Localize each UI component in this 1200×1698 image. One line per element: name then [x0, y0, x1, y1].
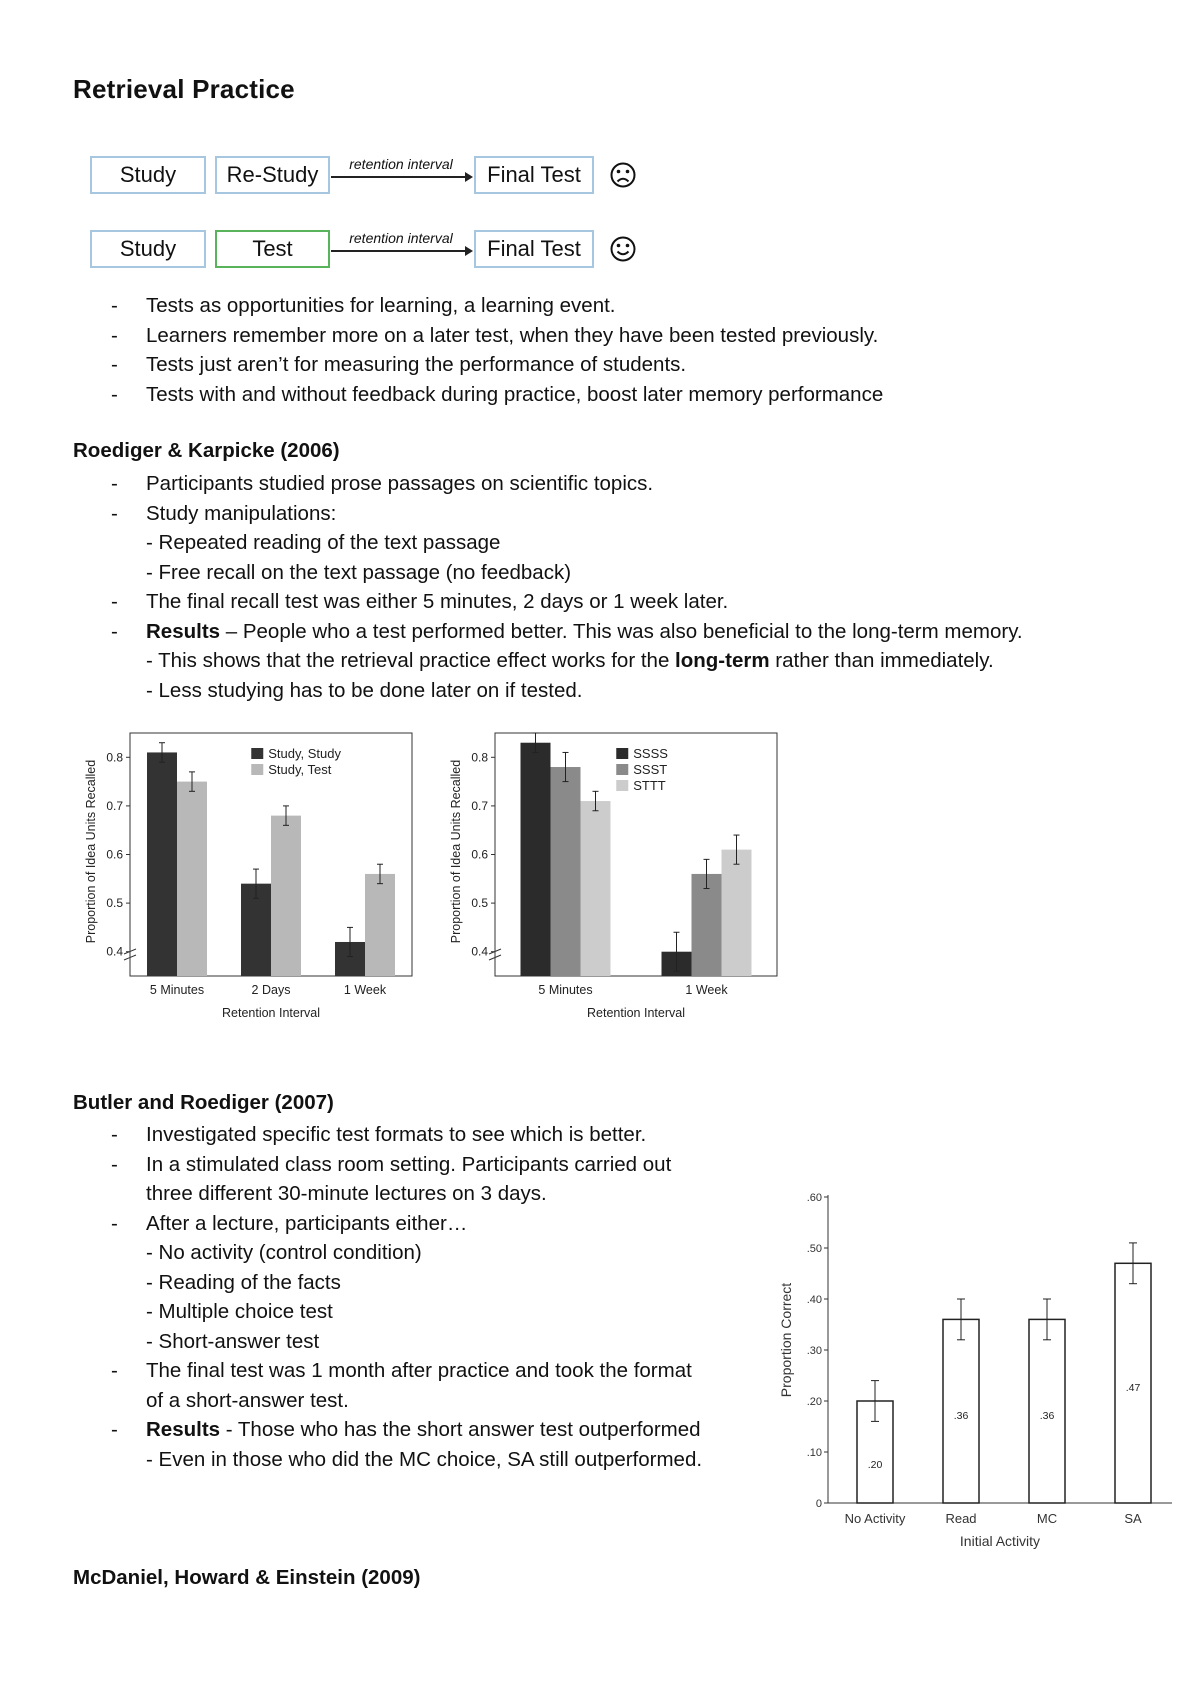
y-tick-label: 0.6: [471, 847, 488, 862]
study-box: Study: [90, 156, 206, 194]
section-heading-roediger: Roediger & Karpicke (2006): [73, 439, 340, 462]
bullet-text: Investigated specific test formats to see which is better.: [146, 1123, 647, 1146]
x-axis-label: Initial Activity: [959, 1533, 1041, 1549]
bar: [551, 767, 581, 976]
legend-swatch: [251, 764, 263, 775]
y-tick-label: 0.6: [106, 847, 123, 862]
bullet-text: Tests with and without feedback during practice, boost later memory performance: [146, 382, 884, 406]
list-item: - Investigated specific test formats to see which is better.: [111, 1123, 647, 1146]
bar: [365, 874, 395, 976]
legend-swatch: [251, 748, 263, 759]
bullet-text: Participants studied prose passages on scientific topics.: [146, 472, 654, 495]
sub-bullet: - Short-answer test: [146, 1329, 320, 1353]
sub-bullet: [146, 646, 1176, 676]
x-tick-label: 5 Minutes: [149, 983, 205, 997]
arrow-head-icon: [465, 172, 473, 182]
bullet-text: The final test was 1 month after practice and took the format: [146, 1359, 692, 1382]
list-item: - Results - Those who has the short answer test outperformed - Even in those who did the MC choice, SA still outperformed.: [146, 1415, 766, 1474]
sub-bullet: - Repeated reading of the text passage: [146, 531, 501, 554]
retention-interval-label: retention interval: [349, 156, 453, 172]
x-tick-label: 2 Days: [251, 983, 291, 997]
sub-bullet-text: - This shows that the retrieval practice effect works for the: [146, 649, 676, 672]
legend-label: Study, Study: [268, 746, 342, 761]
arrow-line: [331, 176, 465, 178]
legend-swatch: [616, 748, 628, 759]
final-test-box: Final Test: [474, 156, 594, 194]
data-label: .47: [1125, 1382, 1141, 1395]
results-label: Results: [146, 619, 221, 643]
x-tick-label: No Activity: [844, 1511, 906, 1526]
list-item: - After a lecture, participants either… - No activity (control condition) - Reading of the facts - Multiple choice test - Short-answer test: [146, 1209, 766, 1357]
list-item: - In a stimulated class room setting. Participants carried out three different 30-minute lectures on 3 days.: [146, 1150, 766, 1209]
list-item: - Participants studied prose passages on scientific topics.: [111, 472, 654, 495]
sub-bullet: - Even in those who did the MC choice, SA still outperformed.: [146, 1447, 703, 1471]
y-tick-label: 0.5: [106, 896, 123, 911]
bullet-text: – People who a test performed better. This was also beneficial to the long-term memory.: [220, 619, 1023, 643]
chart-ssss-ssst-sttt: [443, 728, 803, 1028]
list-item: - The final recall test was either 5 minutes, 2 days or 1 week later.: [111, 590, 729, 613]
butler-bullet-list: [111, 1120, 766, 1474]
sub-bullet-text: rather than immediately.: [769, 649, 994, 672]
data-label: .36: [1039, 1410, 1055, 1423]
y-tick-label: .50: [806, 1243, 822, 1255]
bullet-text: Study manipulations:: [146, 501, 337, 525]
x-tick-label: Read: [945, 1511, 977, 1526]
bar: [147, 752, 177, 976]
results-label: Results: [146, 1418, 221, 1441]
sub-bullet: - Multiple choice test: [146, 1300, 333, 1323]
section-heading-mcdaniel: McDaniel, Howard & Einstein (2009): [73, 1566, 421, 1589]
bullet-text: Tests as opportunities for learning, a learning event.: [146, 294, 616, 317]
legend-label: SSSS: [633, 746, 668, 761]
legend-label: Study, Test: [268, 762, 332, 777]
y-tick-label: 0.5: [471, 896, 488, 911]
bar: [177, 782, 207, 976]
bullet-text-continued: three different 30-minute lectures on 3 days.: [146, 1182, 547, 1205]
sub-bullet: - Less studying has to be done later on if tested.: [146, 678, 583, 702]
x-tick-label: 1 Week: [343, 983, 387, 997]
chart-initial-activity: [770, 1170, 1190, 1550]
y-axis-label: Proportion Correct: [778, 1282, 794, 1398]
x-tick-label: 1 Week: [685, 983, 728, 997]
x-axis-label: Retention Interval: [222, 1006, 320, 1020]
y-axis-label: Proportion of Idea Units Recalled: [449, 759, 463, 944]
x-tick-label: 5 Minutes: [538, 983, 593, 997]
x-axis-label: Retention Interval: [587, 1006, 685, 1020]
list-item: - Study manipulations: - Repeated reading of the text passage - Free recall on the text passage (no feedback): [146, 499, 1176, 588]
list-item: - Tests with and without feedback during practice, boost later memory performance: [111, 382, 884, 406]
legend-label: SSST: [633, 762, 668, 777]
list-item: - Tests just aren’t for measuring the performance of students.: [111, 353, 687, 376]
sub-bullet: - No activity (control condition): [146, 1241, 422, 1264]
bullet-text: In a stimulated class room setting. Participants carried out: [146, 1152, 672, 1176]
sad-face-icon: [609, 161, 637, 189]
chart-study-vs-test: [78, 728, 438, 1028]
y-tick-label: 0.4: [471, 944, 488, 959]
list-item: - The final test was 1 month after practice and took the format of a short-answer test.: [146, 1356, 766, 1415]
y-tick-label: 0.7: [471, 798, 488, 813]
smiley-face-icon: [609, 235, 637, 263]
arrow-head-icon: [465, 246, 473, 256]
page-title: Retrieval Practice: [73, 74, 295, 104]
y-tick-label: .30: [806, 1345, 822, 1357]
data-label: .36: [953, 1410, 969, 1423]
y-tick-label: 0.4: [106, 944, 123, 959]
intro-bullet-list: [111, 291, 1166, 409]
bullet-text: After a lecture, participants either…: [146, 1211, 468, 1235]
y-tick-label: .40: [806, 1294, 822, 1306]
y-axis-label: Proportion of Idea Units Recalled: [84, 759, 98, 944]
section-heading-butler: Butler and Roediger (2007): [73, 1091, 334, 1114]
bar: [271, 816, 301, 976]
bullet-text-continued: of a short-answer test.: [146, 1388, 349, 1412]
y-tick-label: 0.7: [106, 798, 123, 813]
arrow-line: [331, 250, 465, 252]
study-box: Study: [90, 230, 206, 268]
legend-swatch: [616, 780, 628, 791]
bar: [722, 850, 752, 976]
retention-interval-label: retention interval: [349, 230, 453, 246]
list-item: - Results – People who a test performed better. This was also beneficial to the long-term memory. - This shows that the retrieval practice effect works for the long-term rather than immediately. - Less studying has to be done later on if tested.: [146, 617, 1176, 706]
y-tick-label: 0: [815, 1498, 822, 1510]
bullet-text: - Those who has the short answer test outperformed: [220, 1418, 701, 1441]
sub-bullet: - Reading of the facts: [146, 1270, 341, 1294]
bar: [692, 874, 722, 976]
data-label: .20: [867, 1459, 883, 1471]
x-tick-label: SA: [1124, 1511, 1142, 1526]
y-tick-label: .10: [806, 1447, 822, 1459]
x-tick-label: MC: [1036, 1511, 1058, 1526]
list-item: - Tests as opportunities for learning, a learning event.: [111, 294, 616, 317]
bullet-text: The final recall test was either 5 minutes, 2 days or 1 week later.: [146, 590, 729, 613]
bar: [581, 801, 611, 976]
y-tick-label: .20: [806, 1396, 822, 1408]
test-box: Test: [215, 230, 330, 268]
y-tick-label: .60: [806, 1192, 822, 1204]
re-study-box: Re-Study: [215, 156, 330, 194]
sub-bullet: - Free recall on the text passage (no feedback): [146, 560, 572, 584]
legend-swatch: [616, 764, 628, 775]
y-tick-label: 0.8: [471, 750, 488, 765]
y-tick-label: 0.8: [106, 750, 123, 765]
bullet-text: Tests just aren’t for measuring the performance of students.: [146, 353, 687, 376]
long-term-emphasis: long-term: [675, 649, 770, 672]
legend-label: STTT: [633, 778, 666, 793]
bullet-text: Learners remember more on a later test, when they have been tested previously.: [146, 323, 879, 347]
roediger-bullet-list: [111, 469, 1176, 705]
bar: [521, 743, 551, 976]
final-test-box: Final Test: [474, 230, 594, 268]
list-item: - Learners remember more on a later test, when they have been tested previously.: [111, 323, 879, 347]
